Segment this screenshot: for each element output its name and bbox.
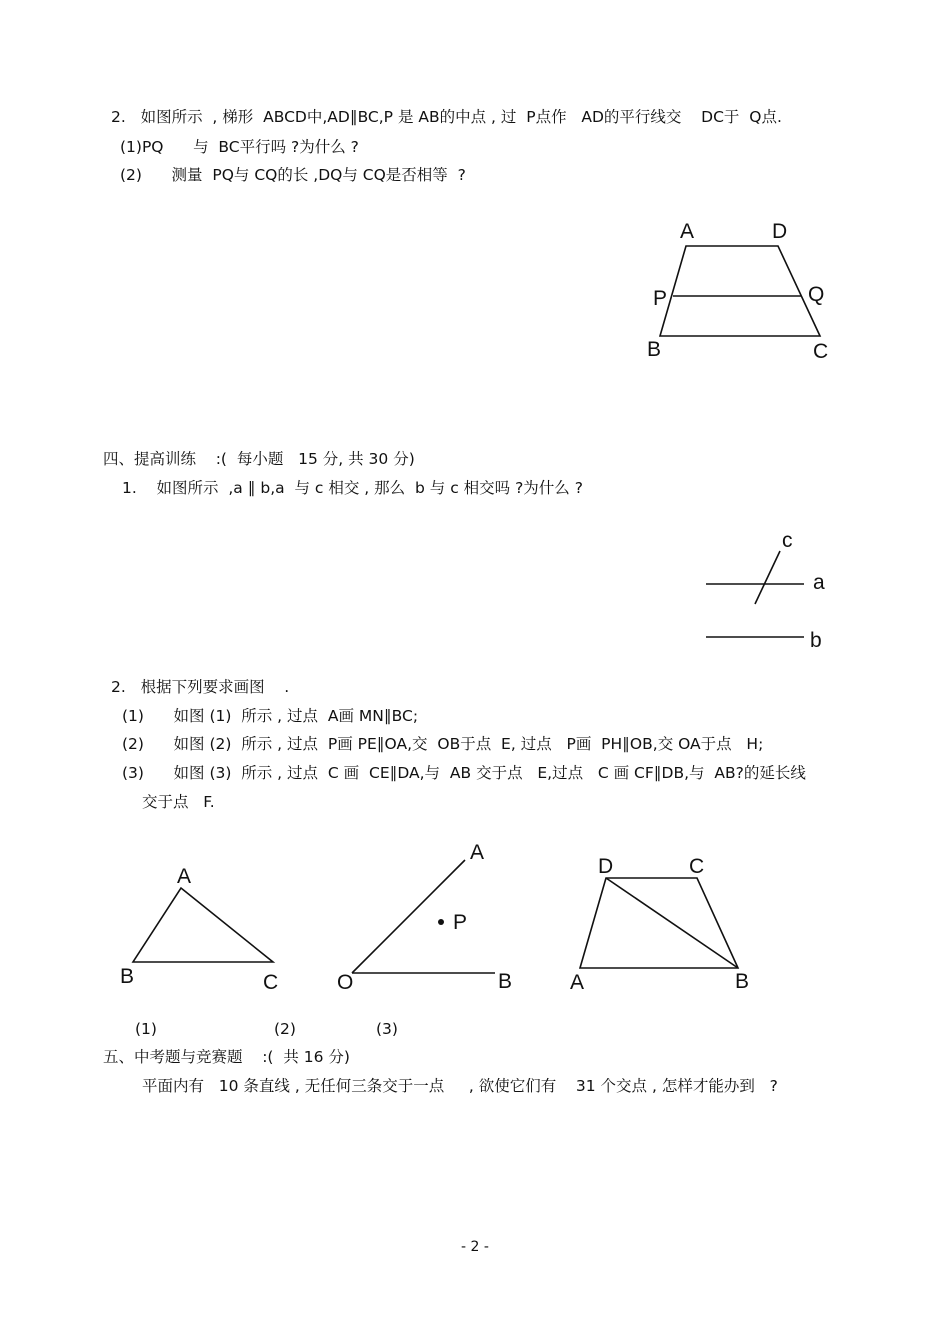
label-a: A: [470, 841, 485, 864]
angle-figure-2: [330, 840, 530, 1000]
label-b: B: [647, 338, 662, 361]
label-a: A: [570, 971, 585, 994]
trapezoid-outline: [660, 246, 820, 336]
point-p: [438, 919, 444, 925]
label-a: A: [177, 865, 192, 888]
label-p: P: [653, 287, 668, 310]
q2-stem: 2. 如图所示 , 梯形 ABCD中,AD∥BC,P 是 AB的中点 , 过 P点作 AD的平行线交 DC于 Q点.: [111, 108, 782, 126]
label-d: D: [598, 855, 614, 878]
section4-q2-item2: (2) 如图 (2) 所示 , 过点 P画 PE∥OA,交 OB于点 E, 过点 P画 PH∥OB,交 OA于点 H;: [122, 735, 764, 753]
section4-q2-stem: 2. 根据下列要求画图 .: [111, 678, 290, 696]
section5-heading: 五、中考题与竞赛题 :( 共 16 分): [103, 1048, 350, 1066]
label-c: C: [689, 855, 705, 878]
ray-oa: [352, 860, 468, 973]
label-c: C: [813, 340, 829, 363]
label-p: P: [453, 911, 468, 934]
page-number: - 2 -: [461, 1239, 489, 1255]
label-b: b: [810, 629, 822, 652]
label-c: c: [782, 529, 793, 552]
caption-3: (3): [376, 1020, 398, 1038]
label-o: O: [337, 971, 354, 994]
section4-heading: 四、提高训练 :( 每小题 15 分, 共 30 分): [103, 450, 415, 468]
label-b: B: [498, 970, 513, 993]
section5-text: 平面内有 10 条直线 , 无任何三条交于一点 , 欲使它们有 31 个交点 , 怎样才能办到 ?: [142, 1077, 778, 1095]
label-b: B: [120, 965, 135, 988]
parallel-lines-figure: [700, 526, 850, 656]
triangle-abc: [133, 888, 273, 962]
trapezoid-dcba: [580, 878, 738, 968]
label-b: B: [735, 970, 750, 993]
section4-q2-item1: (1) 如图 (1) 所示 , 过点 A画 MN∥BC;: [122, 707, 419, 725]
label-c: C: [263, 971, 279, 994]
trapezoid-figure-3: [560, 840, 760, 1000]
label-q: Q: [808, 283, 825, 306]
label-a: a: [813, 571, 825, 594]
q2-part2: (2) 测量 PQ与 CQ的长 ,DQ与 CQ是否相等 ?: [120, 166, 466, 184]
q2-part1: (1)PQ 与 BC平行吗 ?为什么 ?: [120, 138, 359, 156]
caption-2: (2): [274, 1020, 296, 1038]
label-a: A: [680, 220, 695, 243]
label-d: D: [772, 220, 788, 243]
section4-q1-text: 1. 如图所示 ,a ∥ b,a 与 c 相交 , 那么 b 与 c 相交吗 ?为什么 ?: [122, 479, 583, 497]
triangle-figure-1: [110, 860, 290, 1000]
section4-q2-item3-line1: (3) 如图 (3) 所示 , 过点 C 画 CE∥DA,与 AB 交于点 E,过点 C 画 CF∥DB,与 AB?的延长线: [122, 764, 806, 782]
line-c: [755, 551, 780, 604]
trapezoid-figure: [640, 212, 860, 372]
caption-1: (1): [135, 1020, 157, 1038]
section4-q2-item3-line2: 交于点 F.: [142, 793, 215, 811]
